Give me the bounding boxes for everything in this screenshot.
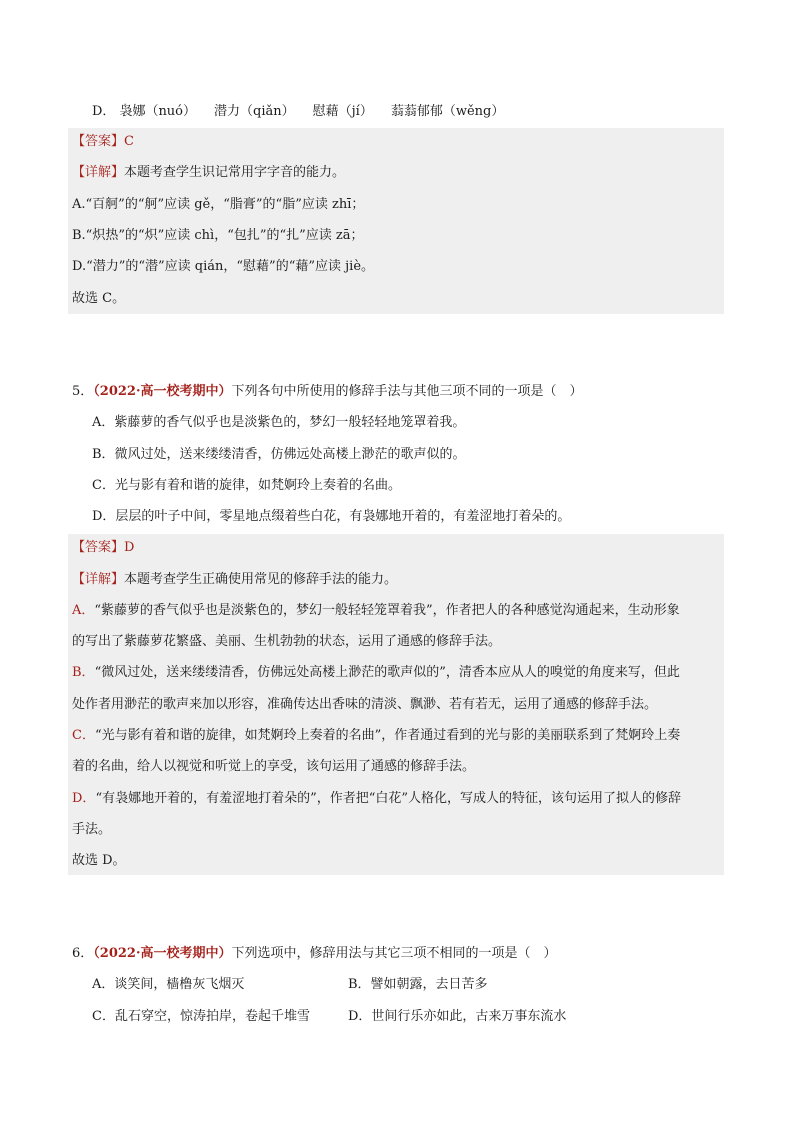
q5-detail-line bbox=[72, 726, 680, 746]
q5-detail-line bbox=[72, 632, 501, 652]
q4-option-d-item: 潜力（qiǎn） bbox=[214, 104, 295, 119]
q4-option-d-item: 袅娜（nuó） bbox=[119, 104, 197, 119]
q5-detail-line bbox=[72, 820, 111, 840]
q4-option-d bbox=[92, 102, 522, 122]
q5-detail-line bbox=[72, 789, 681, 809]
detail-label: C． bbox=[72, 728, 95, 743]
q4-detail-intro bbox=[72, 163, 345, 183]
detail-label: A． bbox=[72, 603, 95, 618]
q4-option-d-label: D． bbox=[92, 104, 116, 119]
q4-conclusion: 故选 C。 bbox=[72, 291, 126, 306]
detail-text: 的写出了紫藤萝花繁盛、美丽、生机勃勃的状态，运用了通感的修辞手法。 bbox=[72, 634, 502, 649]
q6-option-a: A．谈笑间，樯橹灰飞烟灭 bbox=[92, 977, 245, 992]
q5-detail-line bbox=[72, 757, 475, 777]
q4-answer-block bbox=[68, 128, 724, 314]
detail-intro: 本题考查学生正确使用常见的修辞手法的能力。 bbox=[124, 572, 398, 587]
detail-tag: 【详解】 bbox=[72, 572, 125, 587]
answer-value: D bbox=[124, 540, 135, 555]
q5-detail-intro bbox=[72, 570, 397, 590]
detail-text: 着的名曲，给人以视觉和听觉上的享受，该句运用了通感的修辞手法。 bbox=[72, 759, 476, 774]
q4-detail-line: A.“百舸”的“舸”应读 gě，“脂膏”的“脂”应读 zhī； bbox=[72, 197, 365, 212]
q5-conclusion bbox=[72, 851, 126, 871]
q5-detail-line bbox=[72, 601, 680, 621]
question-source: （2022·高一校考期中） bbox=[93, 946, 232, 961]
q5-detail-line bbox=[72, 695, 657, 715]
q4-answer bbox=[72, 132, 134, 152]
detail-text: 手法。 bbox=[72, 822, 112, 837]
q5-option-b: B．微风过处，送来缕缕清香，仿佛远处高楼上渺茫的歌声似的。 bbox=[92, 447, 466, 462]
q4-detail-line: D.“潜力”的“潜”应读 qián，“慰藉”的“藉”应读 jiè。 bbox=[72, 259, 375, 274]
detail-tag: 【详解】 bbox=[72, 165, 125, 180]
q6-stem bbox=[72, 944, 557, 964]
detail-text: “光与影有着和谐的旋律，如梵婀玲上奏着的名曲”，作者通过看到的光与影的美丽联系到了梵婀玲上奏 bbox=[94, 728, 681, 743]
q5-option-a: A．紫藤萝的香气似乎也是淡紫色的，梦幻一般轻轻地笼罩着我。 bbox=[92, 415, 466, 430]
q5-option-c: C．光与影有着和谐的旋律，如梵婀玲上奏着的名曲。 bbox=[92, 478, 401, 493]
question-number: 6． bbox=[72, 946, 94, 961]
detail-label: D． bbox=[72, 791, 96, 806]
q5-stem bbox=[72, 382, 583, 402]
q4-detail-line: B.“炽热”的“炽”应读 chì，“包扎”的“扎”应读 zā； bbox=[72, 228, 364, 243]
q5-answer bbox=[72, 538, 134, 558]
q6-option-d: D．世间行乐亦如此，古来万事东流水 bbox=[348, 1009, 567, 1024]
answer-value: C bbox=[124, 134, 134, 149]
answer-tag: 【答案】 bbox=[72, 134, 125, 149]
question-source: （2022·高一校考期中） bbox=[93, 384, 232, 399]
question-stem: 下列选项中，修辞用法与其它三项不相同的一项是（ ） bbox=[231, 946, 557, 961]
q6-option-c: C．乱石穿空，惊涛拍岸，卷起千堆雪 bbox=[92, 1009, 310, 1024]
q4-option-d-item: 慰藉（jí） bbox=[312, 104, 373, 119]
q5-detail-line bbox=[72, 663, 680, 683]
detail-intro: 本题考查学生识记常用字字音的能力。 bbox=[124, 165, 346, 180]
question-stem: 下列各句中所使用的修辞手法与其他三项不同的一项是（ ） bbox=[231, 384, 583, 399]
q6-option-b: B．譬如朝露，去日苦多 bbox=[348, 977, 488, 992]
answer-tag: 【答案】 bbox=[72, 540, 125, 555]
detail-text: “有袅娜地开着的，有羞涩地打着朵的”，作者把“白花”人格化，写成人的特征，该句运用了拟人的修辞 bbox=[95, 791, 682, 806]
detail-text: “紫藤萝的香气似乎也是淡紫色的，梦幻一般轻轻笼罩着我”，作者把人的各种感觉沟通起来，生动形象 bbox=[94, 603, 680, 618]
q5-option-d: D．层层的叶子中间，零星地点缀着些白花，有袅娜地开着的，有羞涩地打着朵的。 bbox=[92, 509, 571, 524]
detail-text: “微风过处，送来缕缕清香，仿佛远处高楼上渺茫的歌声似的”，清香本应从人的嗅觉的角度来写，但此 bbox=[94, 665, 680, 680]
detail-text: 故选 D。 bbox=[72, 853, 126, 868]
detail-label: B． bbox=[72, 665, 95, 680]
detail-text: 处作者用渺茫的歌声来加以形容，准确传达出香味的清淡、飘渺、若有若无，运用了通感的修辞手法。 bbox=[72, 697, 658, 712]
q4-option-d-item: 蓊蓊郁郁（wěng） bbox=[390, 104, 505, 119]
question-number: 5． bbox=[72, 384, 94, 399]
